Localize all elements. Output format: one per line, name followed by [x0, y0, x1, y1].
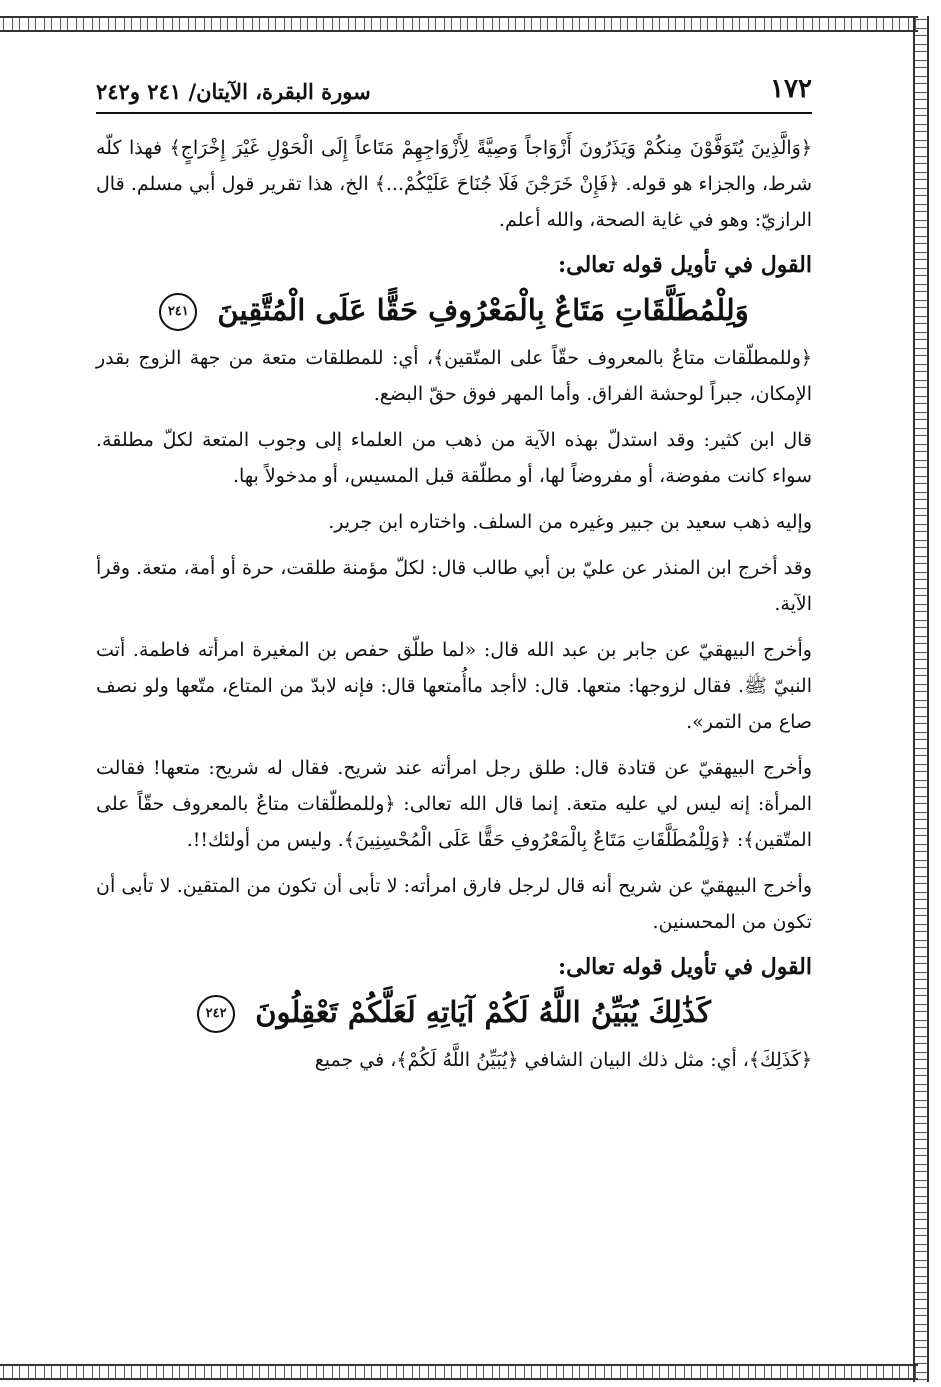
decorative-border-right: [913, 16, 929, 1382]
verse-text: وَلِلْمُطَلَّقَاتِ مَتَاعٌ بِالْمَعْرُوفِ حَقًّا عَلَى الْمُتَّقِينَ: [217, 293, 749, 327]
quran-verse: [96, 988, 812, 1036]
verse-number-marker: ٢٤١: [159, 293, 197, 331]
paragraph: وأخرج البيهقيّ عن جابر بن عبد الله قال: «لما طلّق حفص بن المغيرة امرأته فاطمة. أتت النبيّ ﷺ. فقال لزوجها: متعها. قال: لاأجد ماأُمتعها قال: فإنه لابدّ من المتاع، متّعها ولو نصف صاع من التمر».: [96, 639, 812, 733]
section-heading: القول في تأويل قوله تعالى:: [558, 954, 812, 980]
paragraph: قال ابن كثير: وقد استدلّ بهذه الآية من ذهب من العلماء إلى وجوب المتعة لكلّ مطلقة. سواء كانت مفوضة، أو مفروضاً لها، أو مطلّقة قبل المسيس، أو مدخولاً بها.: [96, 429, 812, 487]
paragraph: وقد أخرج ابن المنذر عن عليّ بن أبي طالب قال: لكلّ مؤمنة طلقت، حرة أو أمة، متعة. وقرأ الآية.: [96, 557, 812, 615]
paragraph: وأخرج البيهقيّ عن شريح أنه قال لرجل فارق امرأته: لا تأبى أن تكون من المتقين. لا تأبى أن تكون من المحسنين.: [96, 875, 812, 933]
running-title: سورة البقرة، الآيتان/ ٢٤١ و٢٤٢: [96, 79, 371, 104]
paragraph: وأخرج البيهقيّ عن قتادة قال: طلق رجل امرأته عند شريح. فقال له شريح: متعها! فقالت المرأة: إنه ليس لي عليه متعة. إنما قال الله تعالى: ﴿وللمطلّقات متاعٌ بالمعروف حقّاً على المتّقين﴾: ﴿وَلِلْمُطَلَّقَاتِ مَتَاعٌ بِالْمَعْرُوفِ حَقًّا عَلَى الْمُحْسِنِينَ﴾. وليس من أولئك!!.: [96, 757, 812, 851]
paragraph: وإليه ذهب سعيد بن جبير وغيره من السلف. واختاره ابن جرير.: [328, 511, 812, 533]
decorative-border-bottom: [0, 1364, 918, 1380]
verse-text: كَذَٰلِكَ يُبَيِّنُ اللَّهُ لَكُمْ آيَاتِهِ لَعَلَّكُمْ تَعْقِلُونَ: [255, 995, 711, 1029]
book-page: [96, 74, 812, 1088]
decorative-border-top: [0, 16, 918, 32]
page-header: [96, 74, 812, 114]
section-heading: القول في تأويل قوله تعالى:: [558, 252, 812, 278]
page-number: ١٧٢: [770, 74, 812, 104]
paragraph: ﴿كَذَلِكَ﴾، أي: مثل ذلك البيان الشافي ﴿يُبَيِّنُ اللَّهُ لَكُمْ﴾، في جميع: [314, 1049, 812, 1071]
verse-number-marker: ٢٤٢: [197, 995, 235, 1033]
paragraph: ﴿وللمطلّقات متاعٌ بالمعروف حقّاً على المتّقين﴾، أي: للمطلقات متعة من جهة الزوج بقدر الإمكان، جبراً لوحشة الفراق. وأما المهر فوق حقّ البضع.: [96, 347, 812, 405]
paragraph: ﴿وَالَّذِينَ يُتَوَفَّوْنَ مِنكُمْ وَيَذَرُونَ أَزْوَاجاً وَصِيَّةً لِأَزْوَاجِهِمْ مَتَاعاً إِلَى الْحَوْلِ غَيْرَ إِخْرَاجٍ﴾ فهذا كلّه شرط، والجزاء هو قوله. ﴿فَإِنْ خَرَجْنَ فَلَا جُنَاحَ عَلَيْكُمْ...﴾ الخ، هذا تقرير قول أبي مسلم. قال الرازيّ: وهو في غاية الصحة، والله أعلم.: [96, 137, 812, 231]
quran-verse: [96, 286, 812, 334]
